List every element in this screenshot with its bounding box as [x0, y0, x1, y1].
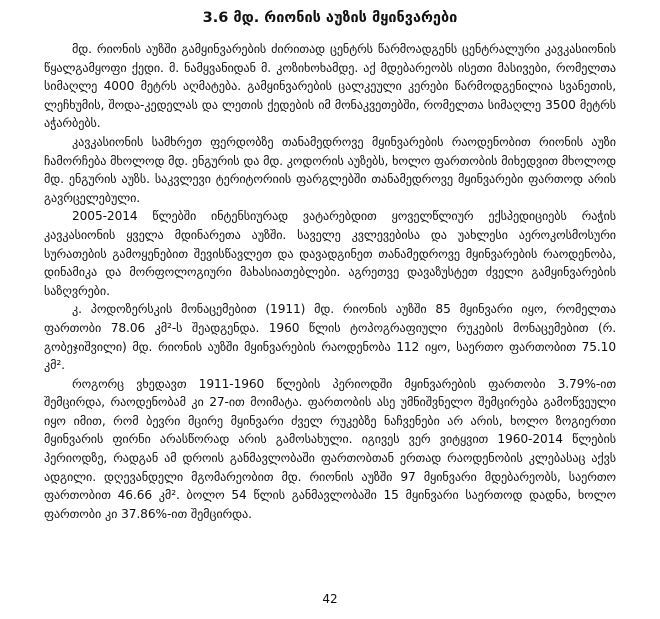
paragraph-expeditions: 2005-2014 წლებში ინტენსიურად ვატარებდით ყოველწლიურ ექსპედიციებს რაჭის კავკასიონის ყველა მდინარეთა აუზში. საველე კვლევებისა და უახლესი აეროკოსმოსური სურათების გამოყენებით შევისწავლეთ და დავადგინეთ თანამედროვე მყინვარების რაოდენობა, დინამიკა და მორფოლოგიური მახასიათებლები. აგრეთვე დავაზუსტეთ ძველი გამყინვარების საზღვრები. [44, 209, 616, 298]
page-number: 42 [322, 592, 338, 606]
section-title: 3.6 მდ. რიონის აუზის მყინვარები [202, 10, 458, 26]
paragraph-area-change: როგორც ვხედავთ 1911-1960 წლების პერიოდში მყინვარების ფართობი 3.79%-ით შემცირდა, რაოდენობამ კი 27-ით მოიმატა. ფართობის ასე უმნიშვნელო შემცირება გამოწვეული იყო იმით, რომ ბევრი მცირე მყინვარი ძველ რუკებზე ნაჩვენები არ არის, ხოლო ზოგიერთი მყინვარის ფირნი არასწორად არის გამოსახული. იგივეს ვერ ვიტყვით 1960-2014 წლების პერიოდზე, რადგან ამ დროის განმავლობაში ფართობთან ერთად რაოდენობის კლებასაც აქვს ადგილი. დღევანდელი მგომარეობით მდ. რიონის აუზში 97 მყინვარი მდებარეობს, საერთო ფართობით 46.66 კმ². ბოლო 54 წლის განმავლობაში 15 მყინვარი საერთოდ დადნა, ხოლო ფართობი კი 37.86%-ით შემცირდა. [44, 376, 616, 521]
paragraph-glaciation-centers: მდ. რიონის აუზში გამყინვარების ძირითად ცენტრს წარმოადგენს ცენტრალური კავკასიონის წყალგამყოფი ქედი. მ. ნამყვანიდან მ. კოზიხოხამდე. აქ მდებარეობს ისეთი მასივები, რომელთა სიმაღლე 4000 მეტრს აღმატება. გამყინვარების ცალკეული კერები წარმოდგენილია სვანეთის, ლეჩხუმის, შოდა-კედელას და ლეთის ქედების იმ მონაკვეთებში, რომელთა სიმაღლე 3500 მეტრს აჭარბებს. [44, 42, 616, 131]
paragraph-historical-data: კ. პოდოზერსკის მონაცემებით (1911) მდ. რიონის აუზში 85 მყინვარი იყო, რომელთა ფართობი 78.06 კმ²-ს შეადგენდა. 1960 წლის ტოპოგრაფიული რუკების მონაცემებით (რ. გობეჯიშვილი) მდ. რიონის აუზში მყინვარების რაოდენობა 112 იყო, საერთო ფართობით 75.10 კმ². [44, 302, 616, 373]
paragraph-southern-slope: კავკასიონის სამხრეთ ფერდობზე თანამედროვე მყინვარების რაოდენობით რიონის აუზი ჩამორჩება მხოლოდ მდ. ენგურის და მდ. კოდორის აუზებს, ხოლო ფართობის მიხედვით მხოლოდ მდ. ენგურის აუზს. საკვლევი ტერიტორიის ფარგლებში თანამედროვე მყინვარები ფართოდ არის გავრცელებული. [44, 134, 616, 205]
